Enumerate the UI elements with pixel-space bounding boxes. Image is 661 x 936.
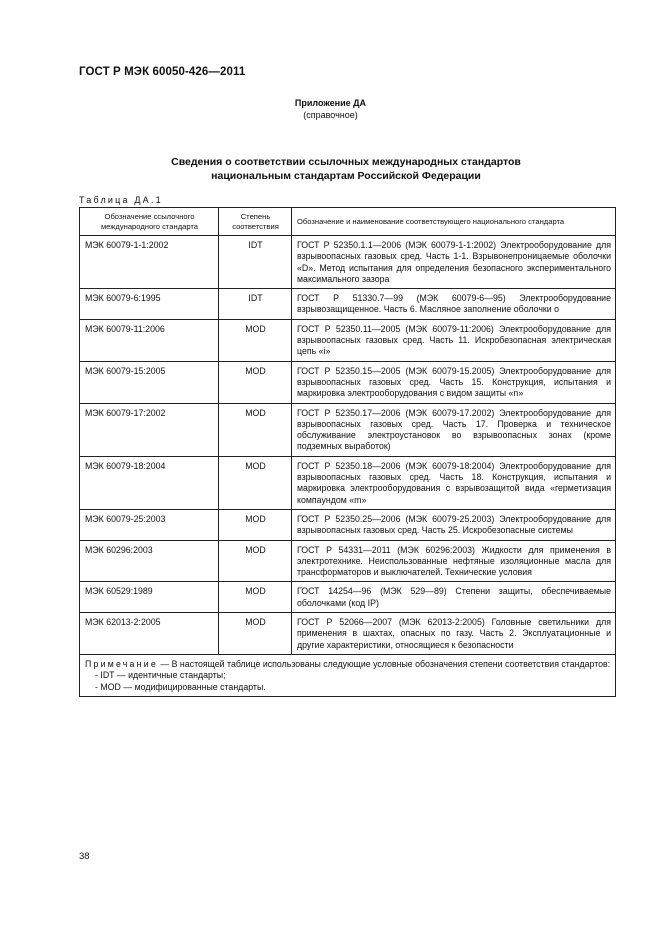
page-number: 38	[79, 851, 90, 862]
intl-standard-cell: МЭК 60296:2003	[80, 540, 219, 582]
table-row	[80, 540, 616, 582]
degree-cell: IDT	[219, 236, 292, 289]
document-header: ГОСТ Р МЭК 60050-426—2011	[79, 66, 246, 78]
table-row	[80, 403, 616, 456]
national-standard-cell: ГОСТ Р 52350.15—2005 (МЭК 60079-15.2005) Электрооборудование для взрывоопасных газовых сред. Часть 15. Конструкция, испытания и маркировка электрооборудования с видом защиты «n»	[292, 361, 616, 403]
intl-standard-cell: МЭК 60079-11:2006	[80, 319, 219, 361]
national-standard-cell: ГОСТ Р 52066—2007 (МЭК 62013-2:2005) Головные светильники для применения в шахтах, опасных по газу. Часть 2. Эксплуатационные и другие характеристики, относящиеся к безопасности	[292, 613, 616, 655]
appendix-title: Приложение ДА	[294, 98, 367, 108]
section-title-line2: национальным стандартам Российской Федерации	[211, 170, 481, 182]
table-row	[80, 236, 616, 289]
national-standard-cell: ГОСТ 14254—96 (МЭК 529—89) Степени защиты, обеспечиваемые оболочками (код IP)	[292, 582, 616, 613]
table-caption: Таблица ДА.1	[79, 195, 163, 205]
intl-standard-cell: МЭК 60079-17:2002	[80, 403, 219, 456]
table-row	[80, 361, 616, 403]
intl-standard-cell: МЭК 60079-1-1:2002	[80, 236, 219, 289]
degree-cell: MOD	[219, 456, 292, 509]
national-standard-cell: ГОСТ Р 52350.25—2006 (МЭК 60079-25.2003) Электрооборудование для взрывоопасных газовых сред. Часть 25. Искробезопасные системы	[292, 509, 616, 540]
national-standard-cell: ГОСТ Р 51330.7—99 (МЭК 60079-6—95) Электрооборудование взрывозащищенное. Часть 6. Масляное заполнение оболочки о	[292, 289, 616, 320]
table-note	[80, 654, 616, 697]
degree-cell: MOD	[219, 403, 292, 456]
header-national-standard: Обозначение и наименование соответствующего национального стандарта	[292, 208, 616, 236]
appendix-subtitle: (справочное)	[303, 110, 358, 120]
intl-standard-cell: МЭК 60079-6:1995	[80, 289, 219, 320]
table-row	[80, 509, 616, 540]
standards-table	[79, 207, 616, 697]
degree-cell: MOD	[219, 319, 292, 361]
degree-cell: MOD	[219, 540, 292, 582]
intl-standard-cell: МЭК 60079-18:2004	[80, 456, 219, 509]
national-standard-cell: ГОСТ Р 52350.17—2006 (МЭК 60079-17.2002) Электрооборудование для взрывоопасных газовых сред. Часть 17. Проверка и техническое обслуживание электроустановок во взрывоопасных зонах (кроме подземных выработок)	[292, 403, 616, 456]
header-compliance-degree: Степень соответствия	[219, 208, 292, 236]
national-standard-cell: ГОСТ Р 52350.11—2005 (МЭК 60079-11:2006) Электрооборудование для взрывоопасных газовых сред. Часть 11. Искробезопасная электрическая цепь «i»	[292, 319, 616, 361]
table-row	[80, 456, 616, 509]
header-intl-standard: Обозначение ссылочного международного стандарта	[80, 208, 219, 236]
note-item: - IDT — идентичные стандарты;	[95, 670, 226, 681]
national-standard-cell: ГОСТ Р 52350.1.1—2006 (МЭК 60079-1-1:2002) Электрооборудование для взрывоопасных газовых сред. Часть 1-1. Взрывонепроницаемые оболочки «D». Метод испытания для определения безопасного экспериментального максимального зазора	[292, 236, 616, 289]
national-standard-cell: ГОСТ Р 52350.18—2006 (МЭК 60079-18:2004) Электрооборудование для взрывоопасных газовых сред. Часть 18. Конструкция, испытания и маркировка электрооборудования с взрывозащитой вида «герметизация компаундом «m»	[292, 456, 616, 509]
degree-cell: MOD	[219, 613, 292, 655]
degree-cell: IDT	[219, 289, 292, 320]
table-row	[80, 289, 616, 320]
table-row	[80, 613, 616, 655]
table-row	[80, 582, 616, 613]
degree-cell: MOD	[219, 361, 292, 403]
note-paragraph	[85, 659, 611, 671]
intl-standard-cell: МЭК 60079-25:2003	[80, 509, 219, 540]
degree-cell: MOD	[219, 582, 292, 613]
table-row	[80, 319, 616, 361]
intl-standard-cell: МЭК 62013-2:2005	[80, 613, 219, 655]
degree-cell: MOD	[219, 509, 292, 540]
intl-standard-cell: МЭК 60529:1989	[80, 582, 219, 613]
note-text: — В настоящей таблице использованы следующие условные обозначения степени соответствия стандартов:	[157, 658, 611, 669]
table-note-row	[80, 654, 616, 697]
national-standard-cell: ГОСТ Р 54331—2011 (МЭК 60296:2003) Жидкости для применения в электротехнике. Неиспользованные нефтяные изоляционные масла для трансформаторов и выключателей. Технические условия	[292, 540, 616, 582]
intl-standard-cell: МЭК 60079-15:2005	[80, 361, 219, 403]
note-label: Примечание	[85, 658, 158, 669]
note-item: - MOD — модифицированные стандарты.	[95, 681, 266, 692]
table-header-row	[80, 208, 616, 236]
section-title-line1: Сведения о соответствии ссылочных международных стандартов	[171, 156, 521, 168]
